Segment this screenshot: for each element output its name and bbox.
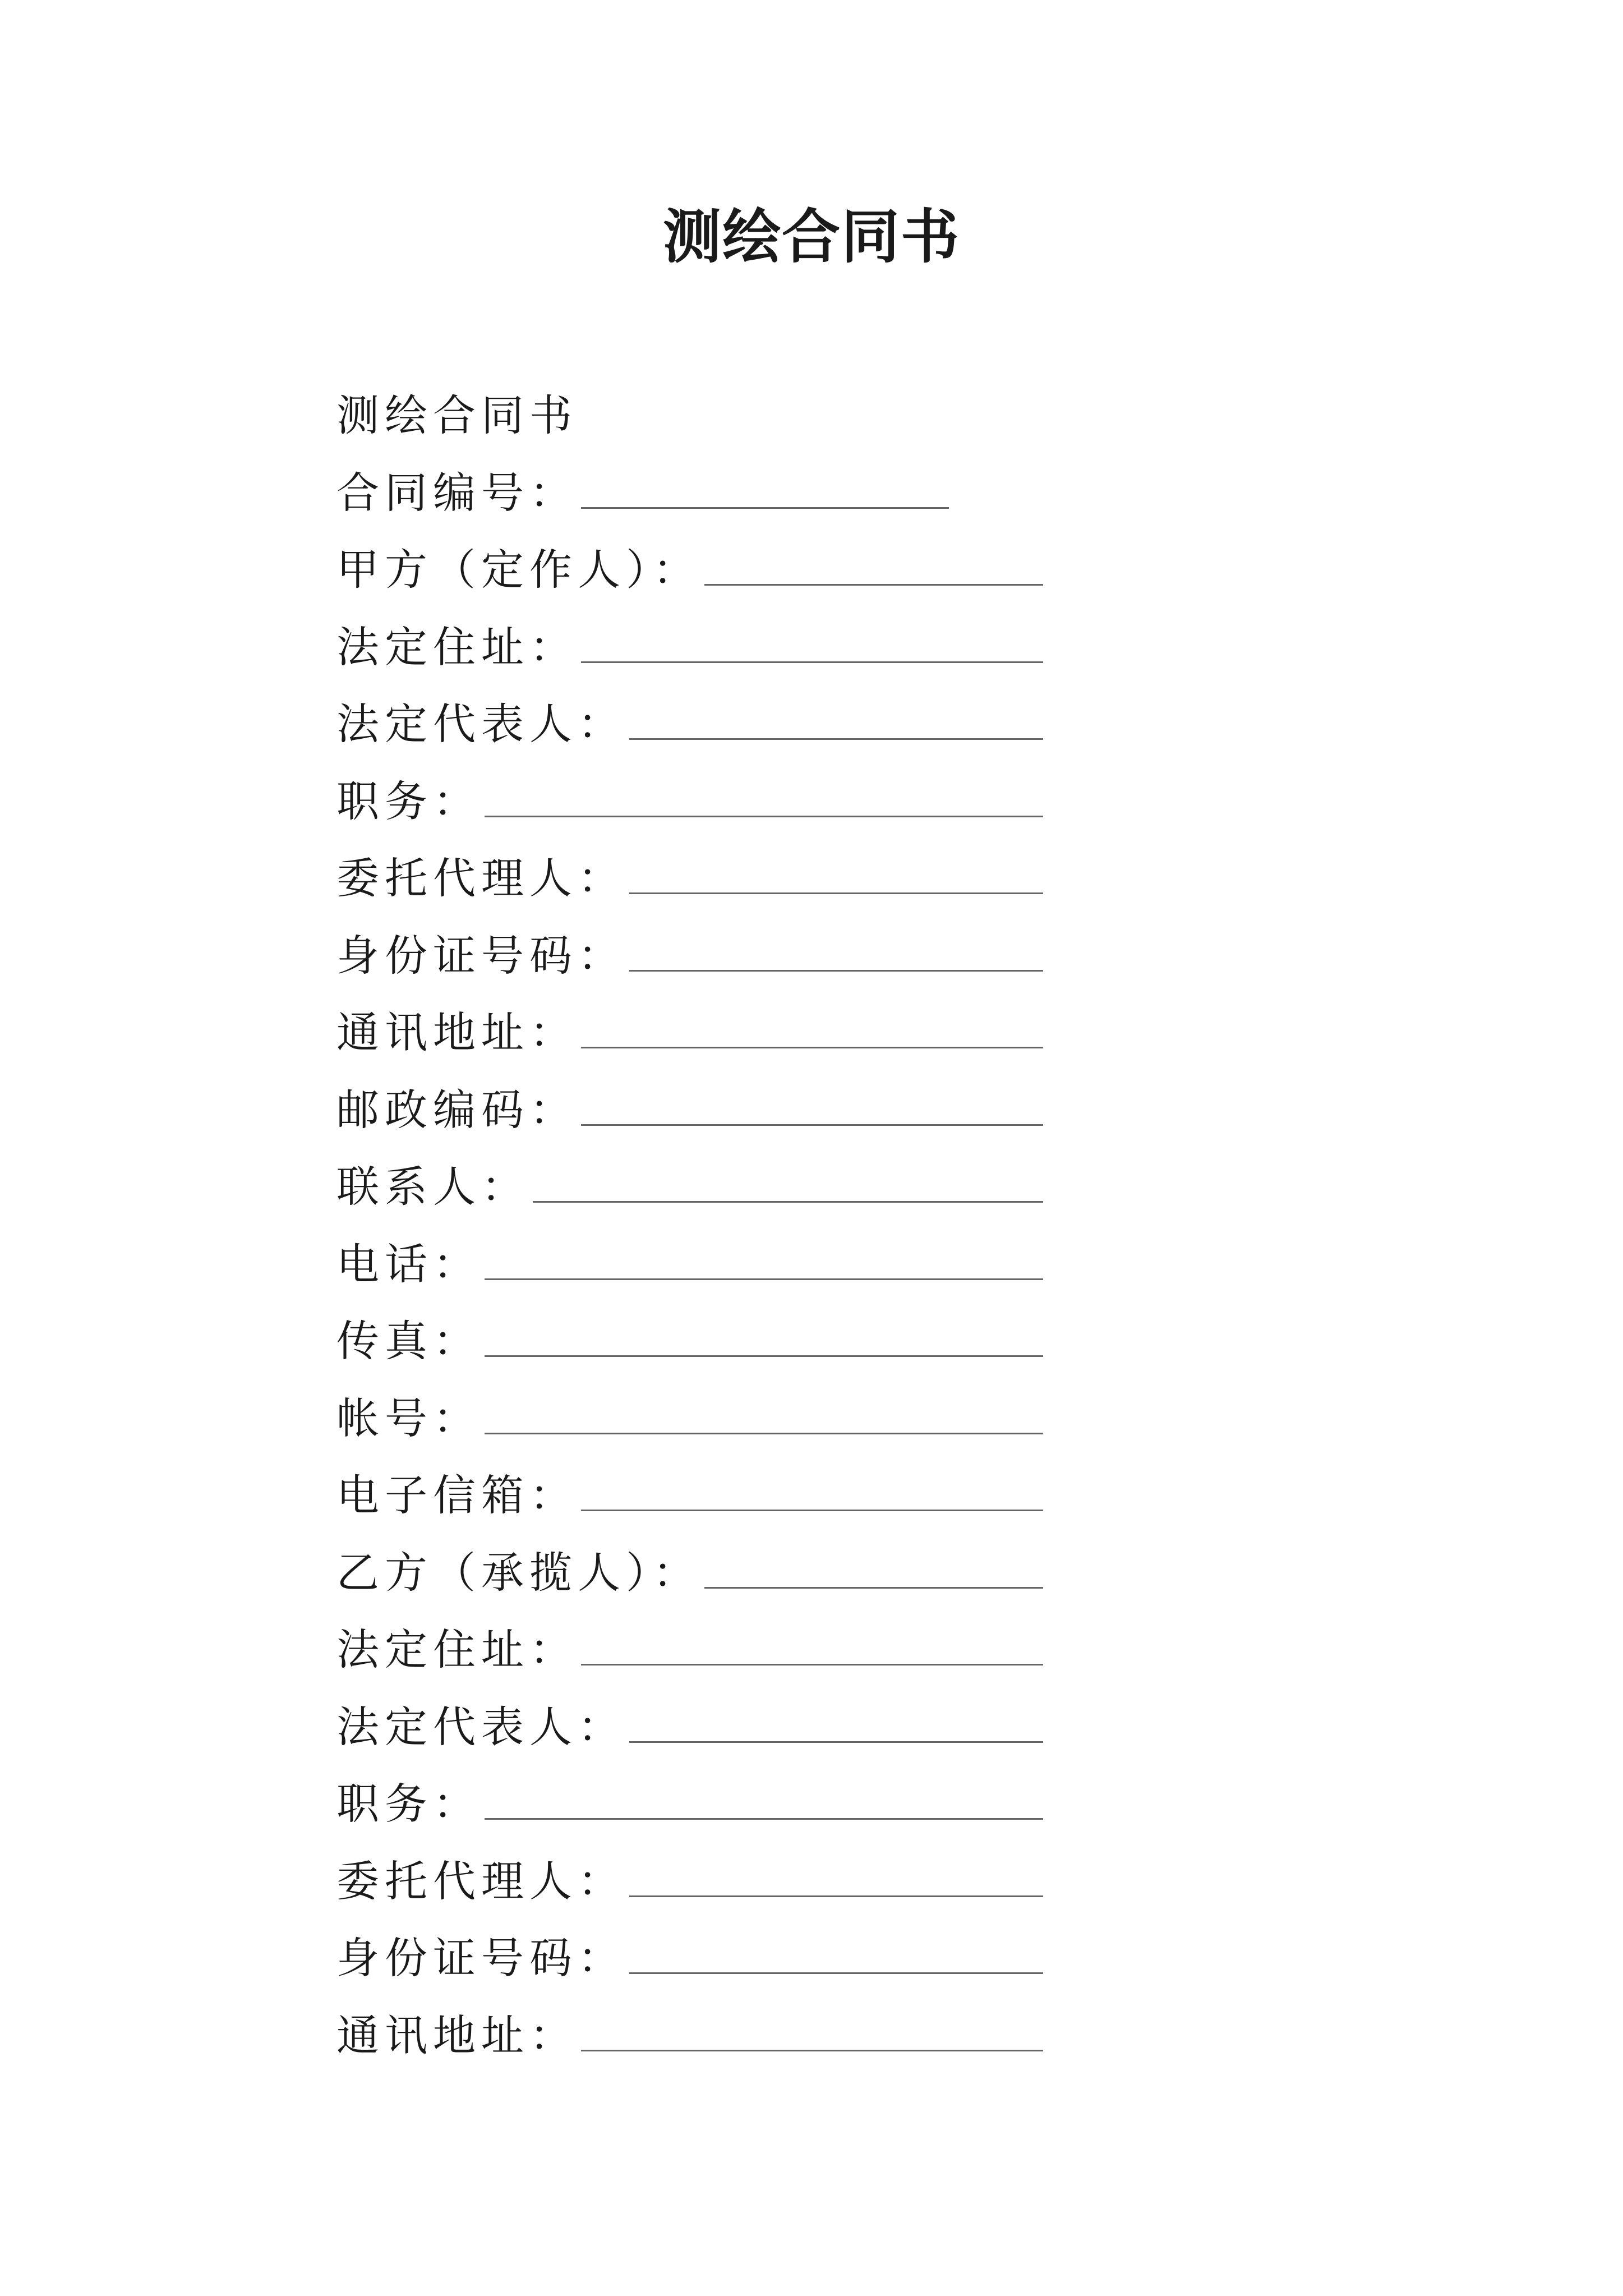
document-subtitle: 测绘合同书: [336, 390, 578, 441]
party-a-id-field[interactable]: [629, 933, 1043, 972]
party-a-mailing-address-field[interactable]: [581, 1010, 1043, 1048]
party-a-address-field[interactable]: [581, 624, 1043, 663]
party-a-account-field[interactable]: [485, 1396, 1043, 1434]
field-label: 通讯地址：: [336, 1007, 578, 1058]
party-a-name-field[interactable]: [704, 547, 1043, 586]
party-b-agent-row: [336, 1839, 1043, 1917]
party-a-contact-field[interactable]: [533, 1164, 1043, 1203]
field-label: 法定住址：: [336, 1625, 578, 1675]
party-b-legal-rep-field[interactable]: [629, 1704, 1043, 1743]
party-a-agent-field[interactable]: [629, 855, 1043, 894]
contract-number-label: 合同编号：: [336, 467, 578, 518]
field-label: 通讯地址：: [336, 2010, 578, 2060]
party-a-contact-row: [336, 1145, 1043, 1222]
field-label: 电话：: [336, 1239, 481, 1289]
party-b-address-field[interactable]: [581, 1627, 1043, 1665]
field-label: 法定代表人：: [336, 1701, 626, 1752]
party-a-fax-row: [336, 1299, 1043, 1377]
party-a-email-row: [336, 1453, 1043, 1531]
party-b-legal-rep-row: [336, 1685, 1043, 1763]
field-label: 法定住址：: [336, 622, 578, 672]
party-a-email-field[interactable]: [581, 1473, 1043, 1511]
party-a-position-row: [336, 760, 1043, 837]
party-b-id-row: [336, 1916, 1043, 1994]
party-a-header-label: 甲方（定作人）：: [336, 545, 701, 595]
field-label: 联系人：: [336, 1162, 529, 1212]
party-b-address-row: [336, 1608, 1043, 1685]
party-a-position-field[interactable]: [485, 779, 1043, 817]
party-b-mailing-address-row: [336, 1994, 1043, 2071]
document-title: 测绘合同书: [662, 202, 960, 271]
party-a-id-row: [336, 914, 1043, 991]
contract-number-row: [336, 451, 1043, 528]
party-a-address-row: [336, 605, 1043, 683]
field-label: 法定代表人：: [336, 699, 626, 749]
field-label: 委托代理人：: [336, 1856, 626, 1906]
field-label: 传真：: [336, 1316, 481, 1366]
field-label: 邮政编码：: [336, 1084, 578, 1135]
party-b-header-row: [336, 1531, 1043, 1608]
party-a-fax-field[interactable]: [485, 1318, 1043, 1357]
party-b-name-field[interactable]: [704, 1550, 1043, 1589]
party-a-phone-field[interactable]: [485, 1241, 1043, 1280]
party-a-account-row: [336, 1377, 1043, 1454]
party-a-postcode-field[interactable]: [581, 1087, 1043, 1126]
party-b-header-label: 乙方（承揽人）：: [336, 1547, 701, 1598]
contract-form: [336, 374, 1043, 2070]
field-label: 委托代理人：: [336, 853, 626, 904]
party-a-mailing-address-row: [336, 991, 1043, 1068]
field-label: 电子信箱：: [336, 1470, 578, 1521]
contract-number-field[interactable]: [581, 470, 949, 509]
party-a-agent-row: [336, 836, 1043, 914]
party-a-header-row: [336, 528, 1043, 605]
party-a-legal-rep-field[interactable]: [629, 701, 1043, 740]
subtitle-row: [336, 374, 1043, 451]
party-b-position-row: [336, 1762, 1043, 1839]
party-a-legal-rep-row: [336, 682, 1043, 760]
party-a-postcode-row: [336, 1068, 1043, 1145]
field-label: 职务：: [336, 776, 481, 826]
field-label: 帐号：: [336, 1393, 481, 1443]
party-b-position-field[interactable]: [485, 1781, 1043, 1820]
field-label: 身份证号码：: [336, 1933, 626, 1984]
party-b-agent-field[interactable]: [629, 1858, 1043, 1897]
party-b-id-field[interactable]: [629, 1935, 1043, 1974]
party-b-mailing-address-field[interactable]: [581, 2013, 1043, 2051]
field-label: 身份证号码：: [336, 930, 626, 981]
party-a-phone-row: [336, 1222, 1043, 1300]
field-label: 职务：: [336, 1779, 481, 1829]
